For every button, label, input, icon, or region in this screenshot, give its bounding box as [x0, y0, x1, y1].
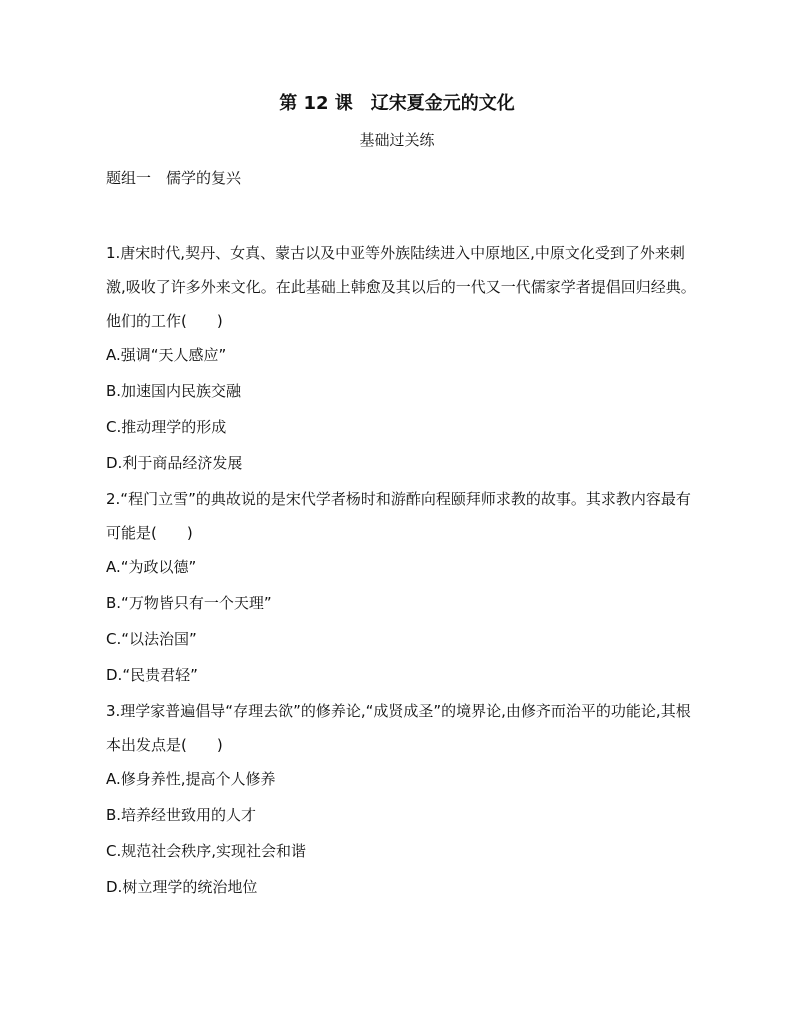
- option-a: A.强调“天人感应”: [106, 346, 227, 364]
- option-b: B.加速国内民族交融: [106, 382, 242, 400]
- question-stem: 1.唐宋时代,契丹、女真、蒙古以及中亚等外族陆续进入中原地区,中原文化受到了外来刺激,吸收了许多外来文化。在此基础上韩愈及其以后的一代又一代儒家学者提倡回归经典。他们的工作( ): [106, 244, 696, 330]
- question-group-heading: 题组一 儒学的复兴: [106, 169, 242, 187]
- question-1: [106, 236, 696, 482]
- option-b: B.培养经世致用的人才: [106, 806, 257, 824]
- option-d: D.树立理学的统治地位: [106, 878, 258, 896]
- option-b: B.“万物皆只有一个天理”: [106, 594, 272, 612]
- option-d: D.“民贵君轻”: [106, 666, 198, 684]
- option-c: C.规范社会秩序,实现社会和谐: [106, 842, 307, 860]
- option-c: C.推动理学的形成: [106, 418, 227, 436]
- lesson-title: 第 12 课 辽宋夏金元的文化: [279, 93, 515, 114]
- section-subtitle: 基础过关练: [359, 131, 435, 149]
- option-d: D.利于商品经济发展: [106, 454, 243, 472]
- question-2: [106, 482, 696, 694]
- question-stem: 2.“程门立雪”的典故说的是宋代学者杨时和游酢向程颐拜师求教的故事。其求教内容最有可能是( ): [106, 490, 691, 542]
- question-3: [106, 694, 696, 906]
- option-c: C.“以法治国”: [106, 630, 197, 648]
- option-a: A.修身养性,提高个人修养: [106, 770, 276, 788]
- question-list: [106, 236, 696, 906]
- option-a: A.“为政以德”: [106, 558, 197, 576]
- question-stem: 3.理学家普遍倡导“存理去欲”的修养论,“成贤成圣”的境界论,由修齐而治平的功能论,其根本出发点是( ): [106, 702, 691, 754]
